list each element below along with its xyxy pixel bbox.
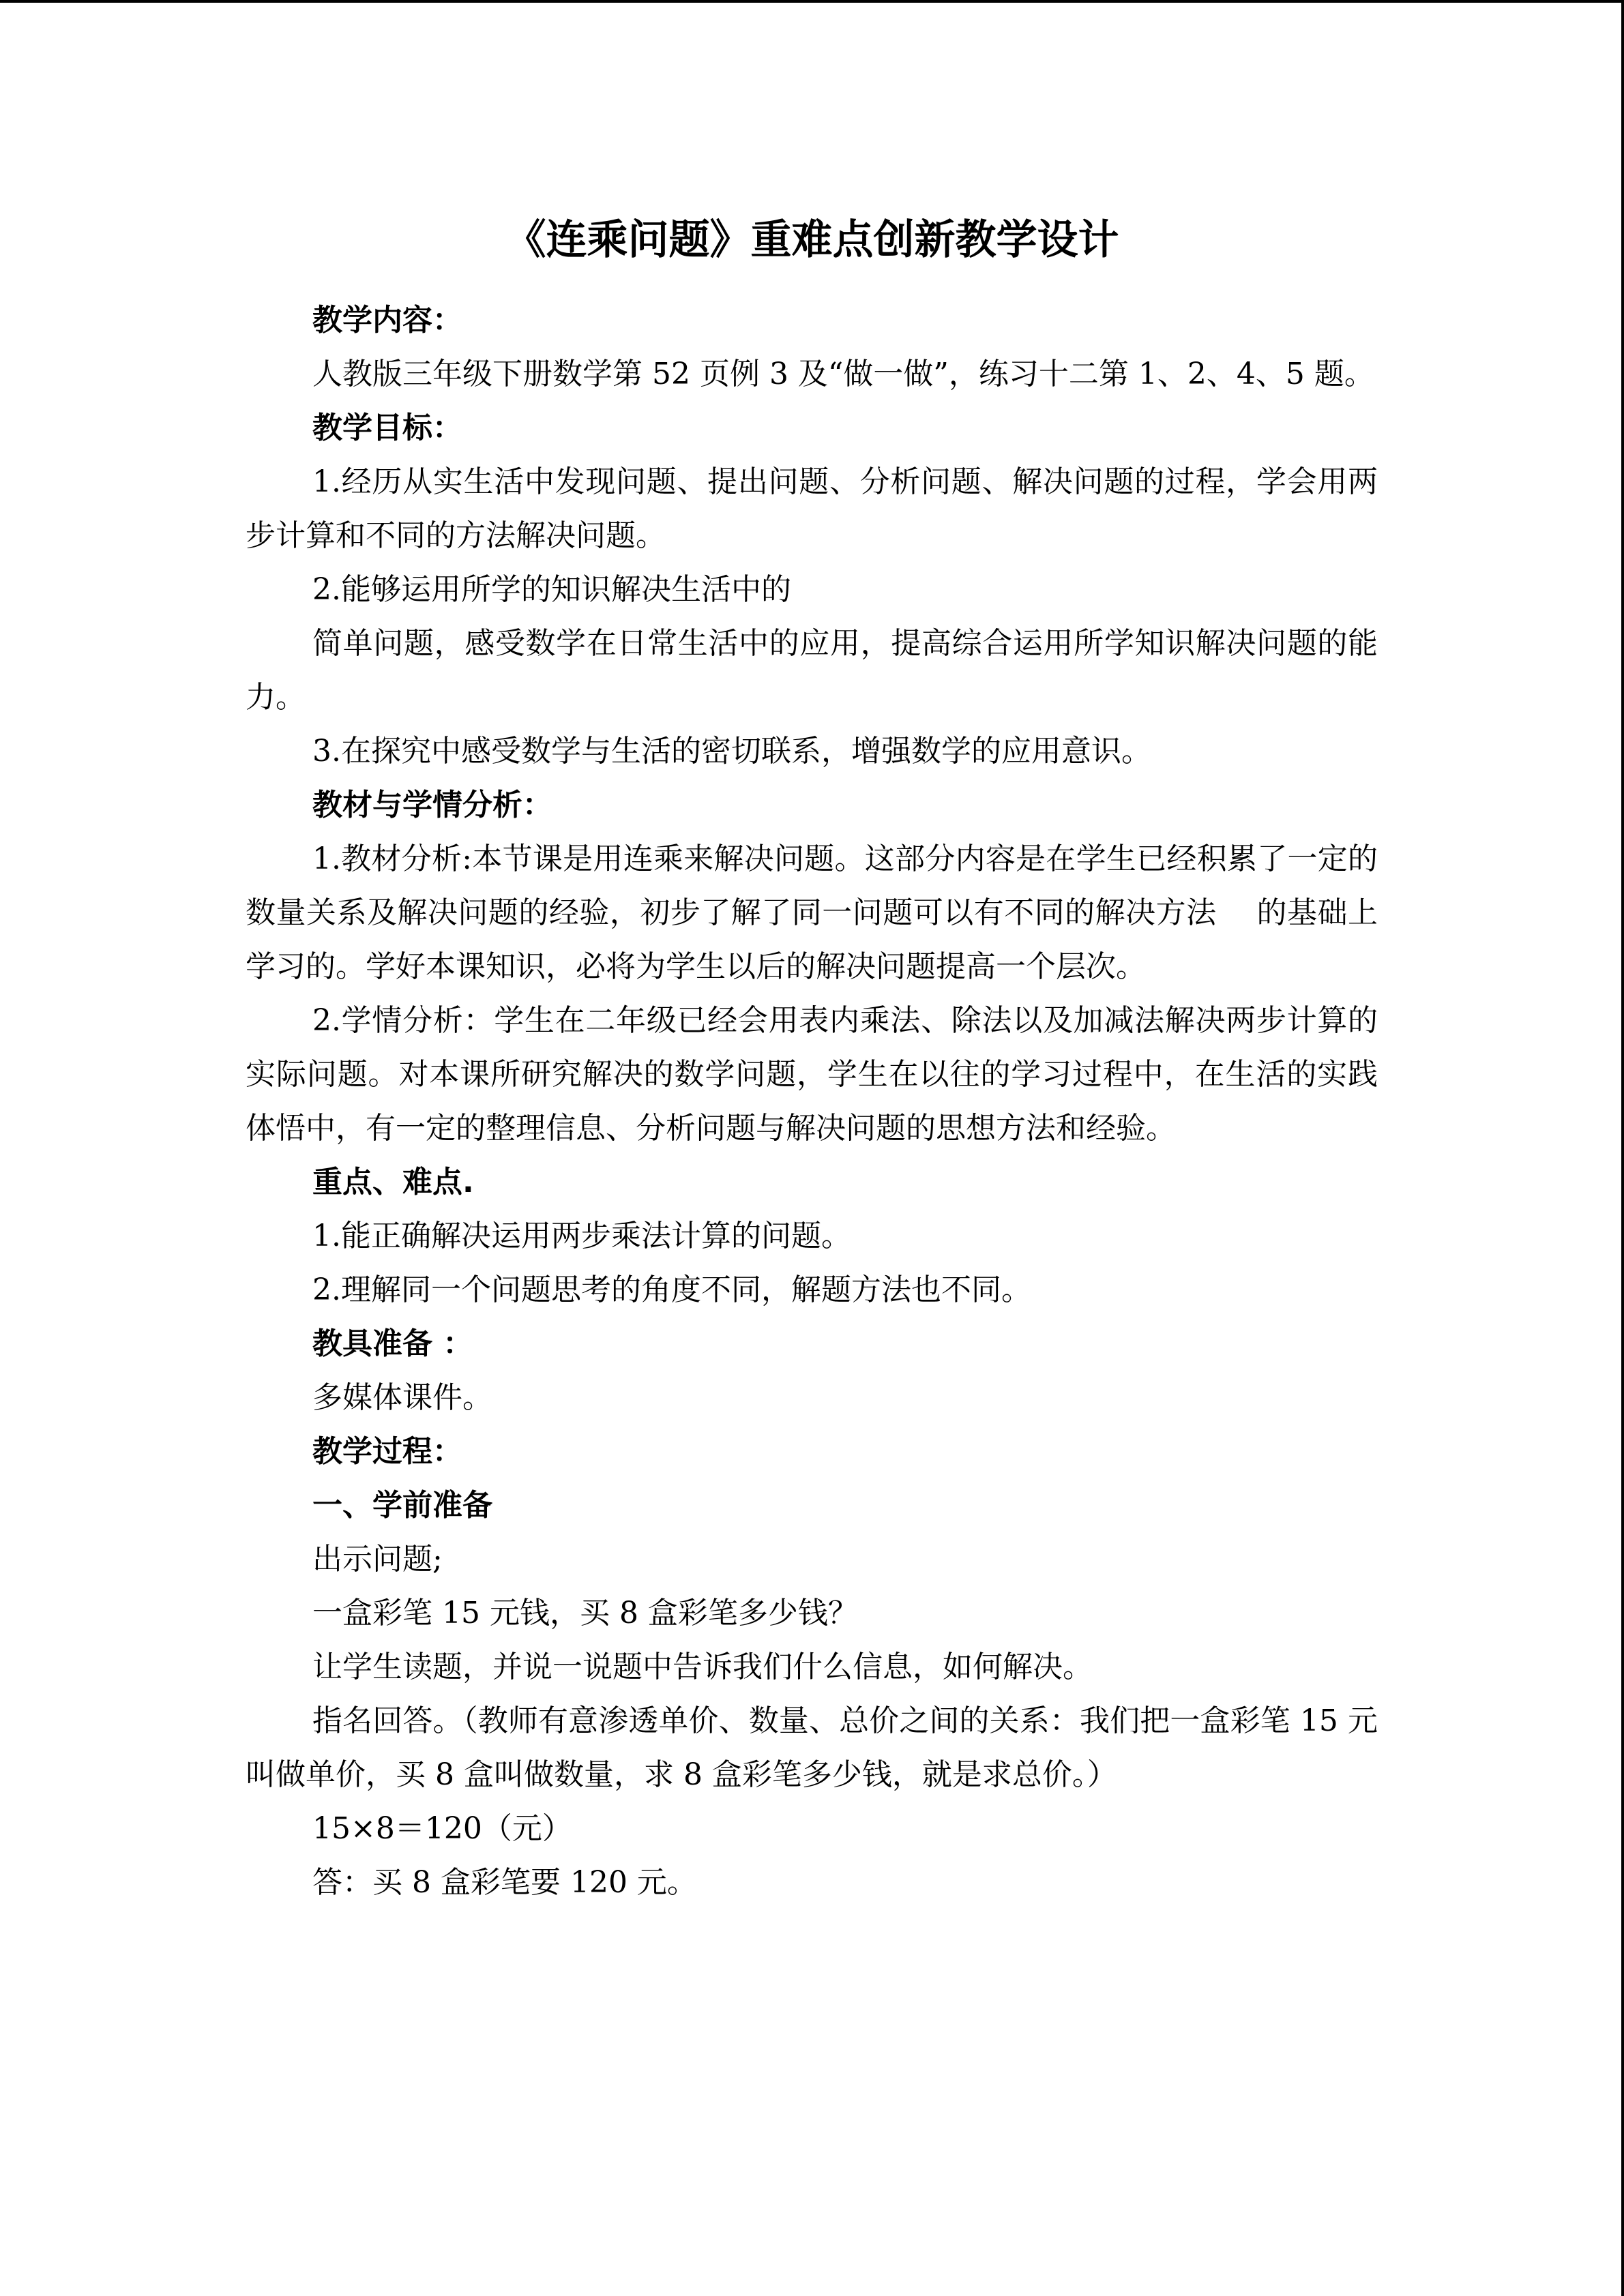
section-heading: 重点、难点. bbox=[312, 1165, 474, 1199]
section-heading: 教学过程： bbox=[312, 1434, 462, 1469]
section-heading: 教具准备 ： bbox=[312, 1326, 473, 1361]
paragraph: 简单问题，感受数学在日常生活中的应用，提高综合运用所学知识解决问题的能力。 bbox=[246, 626, 1378, 715]
paragraph: 一盒彩笔 15 元钱，买 8 盒彩笔多少钱？ bbox=[312, 1596, 858, 1630]
section-heading: 教材与学情分析： bbox=[312, 788, 552, 822]
paragraph: 让学生读题，并说一说题中告诉我们什么信息，如何解决。 bbox=[312, 1650, 1093, 1684]
paragraph: 1.教材分析:本节课是用连乘来解决问题。这部分内容是在学生已经积累了一定的数量关系及解决问题的经验，初步了解了同一问题可以有不同的解决方法 的基础上学习的。学好本课知识，必将为学生以后的解决问题提高一个层次。 bbox=[246, 841, 1378, 984]
section-heading: 教学目标： bbox=[312, 411, 462, 445]
page-top-border bbox=[0, 0, 1624, 3]
paragraph: 出示问题; bbox=[312, 1542, 443, 1577]
paragraph: 人教版三年级下册数学第 52 页例 3 及“做一做”，练习十二第 1、2、4、5 题。 bbox=[312, 357, 1374, 391]
document-body bbox=[246, 293, 1378, 1909]
paragraph: 1.经历从实生活中发现问题、提出问题、分析问题、解决问题的过程，学会用两步计算和不同的方法解决问题。 bbox=[246, 464, 1378, 553]
paragraph: 多媒体课件。 bbox=[312, 1380, 492, 1415]
paragraph: 3.在探究中感受数学与生活的密切联系，增强数学的应用意识。 bbox=[312, 734, 1151, 769]
paragraph: 15×8＝120（元） bbox=[312, 1811, 572, 1846]
paragraph: 指名回答。（教师有意渗透单价、数量、总价之间的关系：我们把一盒彩笔 15 元叫做单价，买 8 盒叫做数量，求 8 盒彩笔多少钱，就是求总价。） bbox=[246, 1703, 1378, 1792]
paragraph: 2.理解同一个问题思考的角度不同，解题方法也不同。 bbox=[312, 1272, 1031, 1307]
paragraph: 答：买 8 盒彩笔要 120 元。 bbox=[312, 1865, 697, 1900]
paragraph: 2.学情分析：学生在二年级已经会用表内乘法、除法以及加减法解决两步计算的实际问题。对本课所研究解决的数学问题，学生在以往的学习过程中，在生活的实践体悟中，有一定的整理信息、分析问题与解决问题的思想方法和经验。 bbox=[246, 1003, 1378, 1146]
paragraph: 1.能正确解决运用两步乘法计算的问题。 bbox=[312, 1219, 851, 1253]
document-title: 《连乘问题》重难点创新教学设计 bbox=[505, 216, 1119, 264]
page-right-border bbox=[1621, 0, 1624, 2296]
section-heading: 教学内容： bbox=[312, 303, 462, 338]
section-heading: 一、学前准备 bbox=[312, 1488, 492, 1523]
paragraph: 2.能够运用所学的知识解决生活中的 bbox=[312, 572, 791, 607]
